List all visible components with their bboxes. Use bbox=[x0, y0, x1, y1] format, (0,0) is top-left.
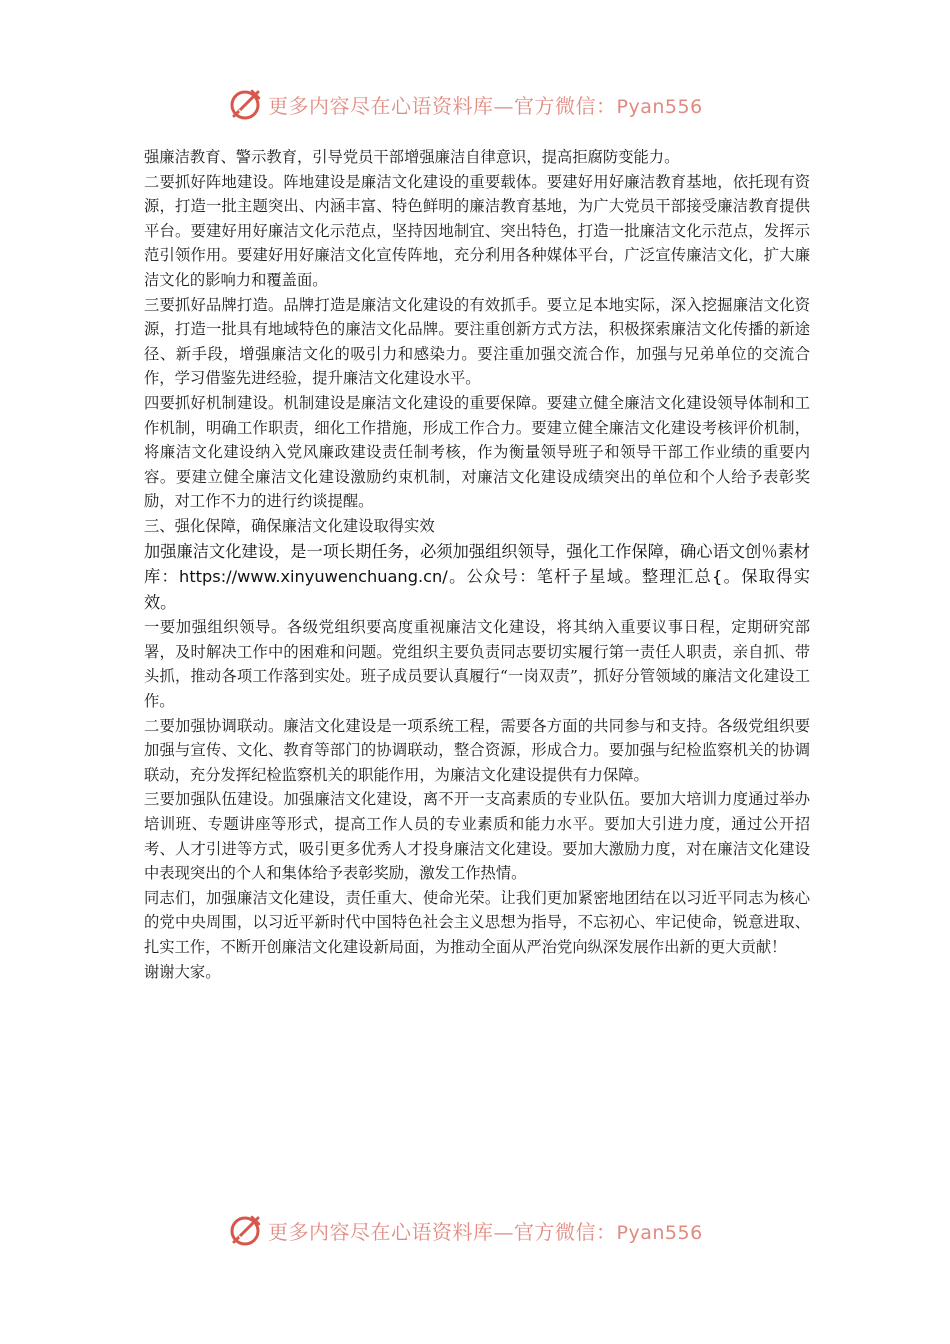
paragraph: 二要加强协调联动。廉洁文化建设是一项系统工程，需要各方面的共同参与和支持。各级党组织要加强与宣传、文化、教育等部门的协调联动，整合资源，形成合力。要加强与纪检监察机关的协调联动，充分发挥纪检监察机关的职能作用，为廉洁文化建设提供有力保障。 bbox=[144, 716, 810, 784]
pen-logo-icon bbox=[228, 86, 264, 122]
footer-banner bbox=[228, 1210, 748, 1250]
paragraph: 三要加强队伍建设。加强廉洁文化建设，离不开一支高素质的专业队伍。要加大培训力度通过举办培训班、专题讲座等形式，提高工作人员的专业素质和能力水平。要加大引进力度，通过公开招考、人才引进等方式，吸引更多优秀人才投身廉洁文化建设。要加大激励力度，对在廉洁文化建设中表现突出的个人和集体给予表彰奖励，激发工作热情。 bbox=[144, 790, 810, 883]
paragraph: 同志们，加强廉洁文化建设，责任重大、使命光荣。让我们更加紧密地团结在以习近平同志为核心的党中央周围，以习近平新时代中国特色社会主义思想为指导，不忘初心、牢记使命，锐意进取、扎实工作，不断开创廉洁文化建设新局面，为推动全面从严治党向纵深发展作出新的更大贡献！ bbox=[144, 888, 810, 956]
footer-banner-text: 更多内容尽在心语资料库—官方微信： bbox=[268, 1219, 617, 1244]
paragraph: 强廉洁教育、警示教育，引导党员干部增强廉洁自律意识，提高拒腐防变能力。 bbox=[144, 148, 680, 166]
header-banner-text: 更多内容尽在心语资料库—官方微信： bbox=[268, 93, 617, 118]
pen-logo-icon bbox=[228, 1212, 264, 1248]
paragraph: 二要抓好阵地建设。阵地建设是廉洁文化建设的重要载体。要建好用好廉洁教育基地，依托现有资源，打造一批主题突出、内涵丰富、特色鲜明的廉洁教育基地，为广大党员干部接受廉洁教育提供平台。要建好用好廉洁文化示范点，坚持因地制宜、突出特色，打造一批廉洁文化示范点，发挥示范引领作用。要建好用好廉洁文化宣传阵地，充分利用各种媒体平台，广泛宣传廉洁文化，扩大廉洁文化的影响力和覆盖面。 bbox=[144, 172, 810, 289]
paragraph-watermarked: 加强廉洁文化建设，是一项长期任务，必须加强组织领导，强化工作保障，确心语文创％素材库：https://www.xinyuwenchuang.cn/。公众号：笔杆子星域。整理汇总{。保取得实效。 bbox=[144, 541, 810, 612]
paragraph: 四要抓好机制建设。机制建设是廉洁文化建设的重要保障。要建立健全廉洁文化建设领导体制和工作机制，明确工作职责，细化工作措施，形成工作合力。要建立健全廉洁文化建设考核评价机制，将廉洁文化建设纳入党风廉政建设责任制考核，作为衡量领导班子和领导干部工作业绩的重要内容。要建立健全廉洁文化建设激励约束机制，对廉洁文化建设成绩突出的单位和个人给予表彰奖励，对工作不力的进行约谈提醒。 bbox=[144, 393, 810, 511]
paragraph: 三要抓好品牌打造。品牌打造是廉洁文化建设的有效抓手。要立足本地实际，深入挖掘廉洁文化资源，打造一批具有地域特色的廉洁文化品牌。要注重创新方式方法，积极探索廉洁文化传播的新途径、新手段，增强廉洁文化的吸引力和感染力。要注重加强交流合作，加强与兄弟单位的交流合作，学习借鉴先进经验，提升廉洁文化建设水平。 bbox=[144, 295, 810, 388]
section-heading: 三、强化保障，确保廉洁文化建设取得实效 bbox=[144, 516, 435, 535]
header-banner bbox=[228, 84, 748, 124]
document-body bbox=[144, 145, 810, 984]
paragraph: 一要加强组织领导。各级党组织要高度重视廉洁文化建设，将其纳入重要议事日程，定期研究部署，及时解决工作中的困难和问题。党组织主要负责同志要切实履行第一责任人职责，亲自抓、带头抓，推动各项工作落到实处。班子成员要认真履行“一岗双责”，抓好分管领域的廉洁文化建设工作。 bbox=[144, 618, 810, 711]
header-wechat-id: Pyan556 bbox=[616, 95, 703, 118]
closing-line: 谢谢大家。 bbox=[144, 962, 221, 981]
footer-wechat-id: Pyan556 bbox=[616, 1221, 703, 1244]
